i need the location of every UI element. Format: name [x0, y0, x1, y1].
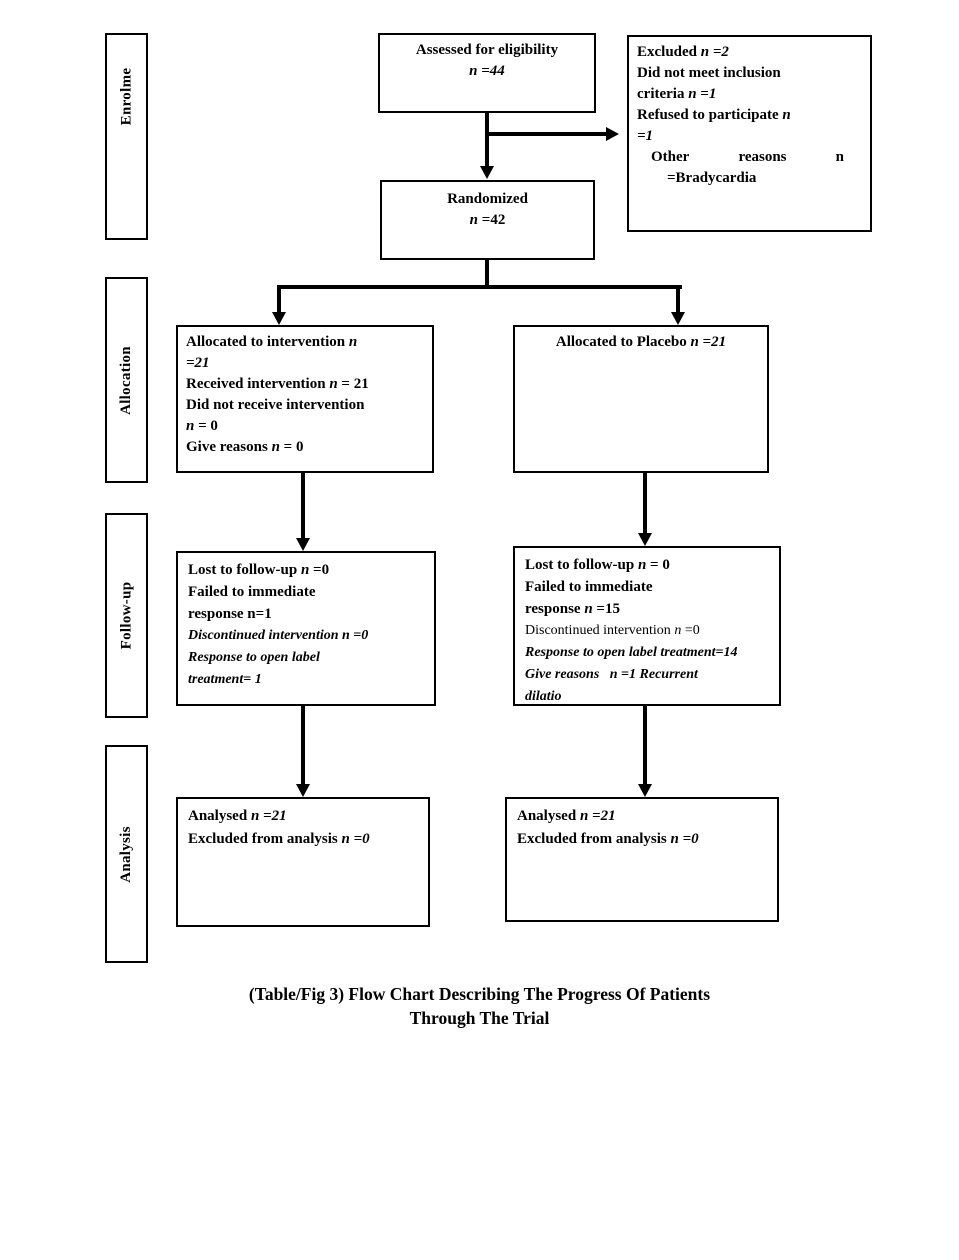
arrow-assessed-to-excluded-line — [487, 132, 606, 136]
follow-right-line4-n: n — [674, 623, 682, 638]
excluded-line1-text: Excluded — [637, 44, 701, 60]
analysis-right-line1-n: n =21 — [579, 808, 616, 824]
excluded-line2: Did not meet inclusion — [637, 65, 781, 81]
alloc-left-line3 — [186, 374, 424, 395]
randomized-line1: Randomized — [447, 191, 528, 207]
arrow-follow-to-analysis-left-head — [296, 784, 310, 797]
arrow-alloc-to-follow-right-line — [643, 473, 647, 533]
arrow-follow-to-analysis-left-line — [301, 706, 305, 784]
follow-right-line3-text: response — [525, 601, 585, 617]
excluded-line5: =1 — [637, 128, 654, 144]
alloc-left-line1 — [186, 332, 424, 353]
excluded-line1-n: n =2 — [700, 44, 729, 60]
excluded-line4-text: Refused to participate — [637, 107, 783, 123]
excluded-line6-word3: n — [835, 149, 844, 165]
excluded-line4-n: n — [782, 107, 791, 123]
box-analysed-intervention — [176, 797, 430, 927]
follow-left-line4: Discontinued intervention n =0 — [188, 628, 369, 643]
follow-left-line1-value: =0 — [309, 562, 330, 578]
stage-label-enrolment: Enrolme — [118, 67, 134, 126]
alloc-left-line1-n: n — [348, 334, 358, 350]
follow-right-line1-value: = 0 — [646, 557, 670, 573]
follow-right-line4-value: =0 — [681, 623, 700, 638]
alloc-left-line2: =21 — [186, 355, 210, 371]
excluded-line1 — [637, 42, 862, 63]
arrow-split-right-line — [676, 285, 680, 312]
stage-box-followup — [105, 513, 148, 718]
follow-right-line7: dilatio — [525, 689, 562, 704]
arrow-assessed-to-excluded-head — [606, 127, 619, 141]
alloc-left-line6-value: = 0 — [279, 439, 304, 455]
arrow-split-bar — [277, 285, 682, 289]
analysis-left-line1-text: Analysed — [188, 808, 251, 824]
follow-left-line5: Response to open label — [188, 650, 320, 665]
arrow-split-right-head — [671, 312, 685, 325]
follow-left-line1 — [188, 559, 424, 581]
follow-right-line4 — [525, 620, 769, 642]
alloc-right-line1-n: n =21 — [690, 334, 727, 350]
analysis-left-line2-n: n =0 — [341, 831, 370, 847]
excluded-line6-word2: reasons — [738, 149, 787, 165]
alloc-left-line4: Did not receive intervention — [186, 397, 365, 413]
follow-right-line1-text: Lost to follow-up — [525, 557, 638, 573]
stage-box-allocation — [105, 277, 148, 483]
analysis-right-line1 — [517, 805, 767, 828]
figure-caption-line2: Through The Trial — [409, 1008, 550, 1028]
box-followup-placebo — [513, 546, 781, 706]
excluded-line3-n: n =1 — [688, 86, 717, 102]
alloc-left-line5-value: = 0 — [194, 418, 218, 434]
box-randomized — [380, 180, 595, 260]
arrow-split-left-head — [272, 312, 286, 325]
arrow-follow-to-analysis-right-line — [643, 706, 647, 784]
stage-box-analysis — [105, 745, 148, 963]
follow-left-line1-n: n — [300, 562, 310, 578]
analysis-left-line1-n: n =21 — [250, 808, 287, 824]
arrow-assessed-to-randomized-head — [480, 166, 494, 179]
stage-box-enrolment — [105, 33, 148, 240]
follow-right-line1 — [525, 554, 769, 576]
excluded-line6-word1: Other — [651, 149, 690, 165]
randomized-value: =42 — [478, 212, 506, 228]
box-followup-intervention — [176, 551, 436, 706]
follow-right-line1-n: n — [637, 557, 647, 573]
stage-label-allocation: Allocation — [118, 345, 134, 415]
box-allocated-intervention — [176, 325, 434, 473]
box-analysed-placebo — [505, 797, 779, 922]
box-allocated-placebo — [513, 325, 769, 473]
arrow-alloc-to-follow-left-line — [301, 473, 305, 538]
alloc-left-line6 — [186, 437, 424, 458]
follow-right-line4-text: Discontinued intervention — [525, 623, 675, 638]
stage-label-analysis: Analysis — [118, 825, 134, 883]
analysis-right-line2-n: n =0 — [670, 831, 699, 847]
randomized-n: n — [469, 212, 479, 228]
excluded-line4 — [637, 105, 862, 126]
box-assessed — [378, 33, 596, 113]
alloc-left-line3-text: Received intervention — [186, 376, 330, 392]
follow-left-line3: response n=1 — [188, 606, 272, 622]
follow-right-line3-value: =15 — [592, 601, 620, 617]
arrow-follow-to-analysis-right-head — [638, 784, 652, 797]
alloc-left-line5-n: n — [186, 418, 195, 434]
box-excluded — [627, 35, 872, 232]
alloc-left-line5 — [186, 416, 424, 437]
excluded-line3 — [637, 84, 862, 105]
assessed-line2: n =44 — [469, 63, 505, 79]
follow-right-line3-n: n — [584, 601, 593, 617]
arrow-alloc-to-follow-left-head — [296, 538, 310, 551]
excluded-line3-text: criteria — [637, 86, 689, 102]
alloc-right-line1-text: Allocated to Placebo — [555, 334, 691, 350]
alloc-left-line6-n: n — [271, 439, 280, 455]
analysis-left-line2-text: Excluded from analysis — [188, 831, 342, 847]
follow-right-line2: Failed to immediate — [525, 579, 653, 595]
alloc-left-line1-text: Allocated to intervention — [186, 334, 349, 350]
stage-label-followup: Follow-up — [118, 581, 134, 650]
analysis-right-line2 — [517, 828, 767, 851]
alloc-left-line6-text: Give reasons — [186, 439, 272, 455]
alloc-left-line3-n: n — [329, 376, 338, 392]
excluded-line7: =Bradycardia — [667, 170, 757, 186]
follow-right-line3 — [525, 598, 769, 620]
figure-caption-line1: (Table/Fig 3) Flow Chart Describing The Progress Of Patients — [248, 984, 711, 1004]
follow-right-line5: Response to open label treatment=14 — [525, 645, 738, 660]
assessed-line1: Assessed for eligibility — [415, 42, 559, 58]
analysis-right-line2-text: Excluded from analysis — [517, 831, 671, 847]
alloc-left-line3-value: = 21 — [337, 376, 369, 392]
alloc-right-line1 — [523, 332, 759, 353]
analysis-right-line1-text: Analysed — [517, 808, 580, 824]
arrow-assessed-to-randomized-line — [485, 113, 489, 166]
randomized-line2 — [390, 210, 585, 231]
excluded-line6 — [637, 147, 862, 168]
figure-caption — [0, 982, 959, 1030]
arrow-split-left-line — [277, 285, 281, 312]
follow-right-line6: Give reasons n =1 Recurrent — [525, 667, 698, 682]
follow-left-line2: Failed to immediate — [188, 584, 316, 600]
follow-left-line6: treatment= 1 — [188, 672, 262, 687]
analysis-left-line1 — [188, 805, 418, 828]
analysis-left-line2 — [188, 828, 418, 851]
arrow-alloc-to-follow-right-head — [638, 533, 652, 546]
follow-left-line1-text: Lost to follow-up — [188, 562, 301, 578]
